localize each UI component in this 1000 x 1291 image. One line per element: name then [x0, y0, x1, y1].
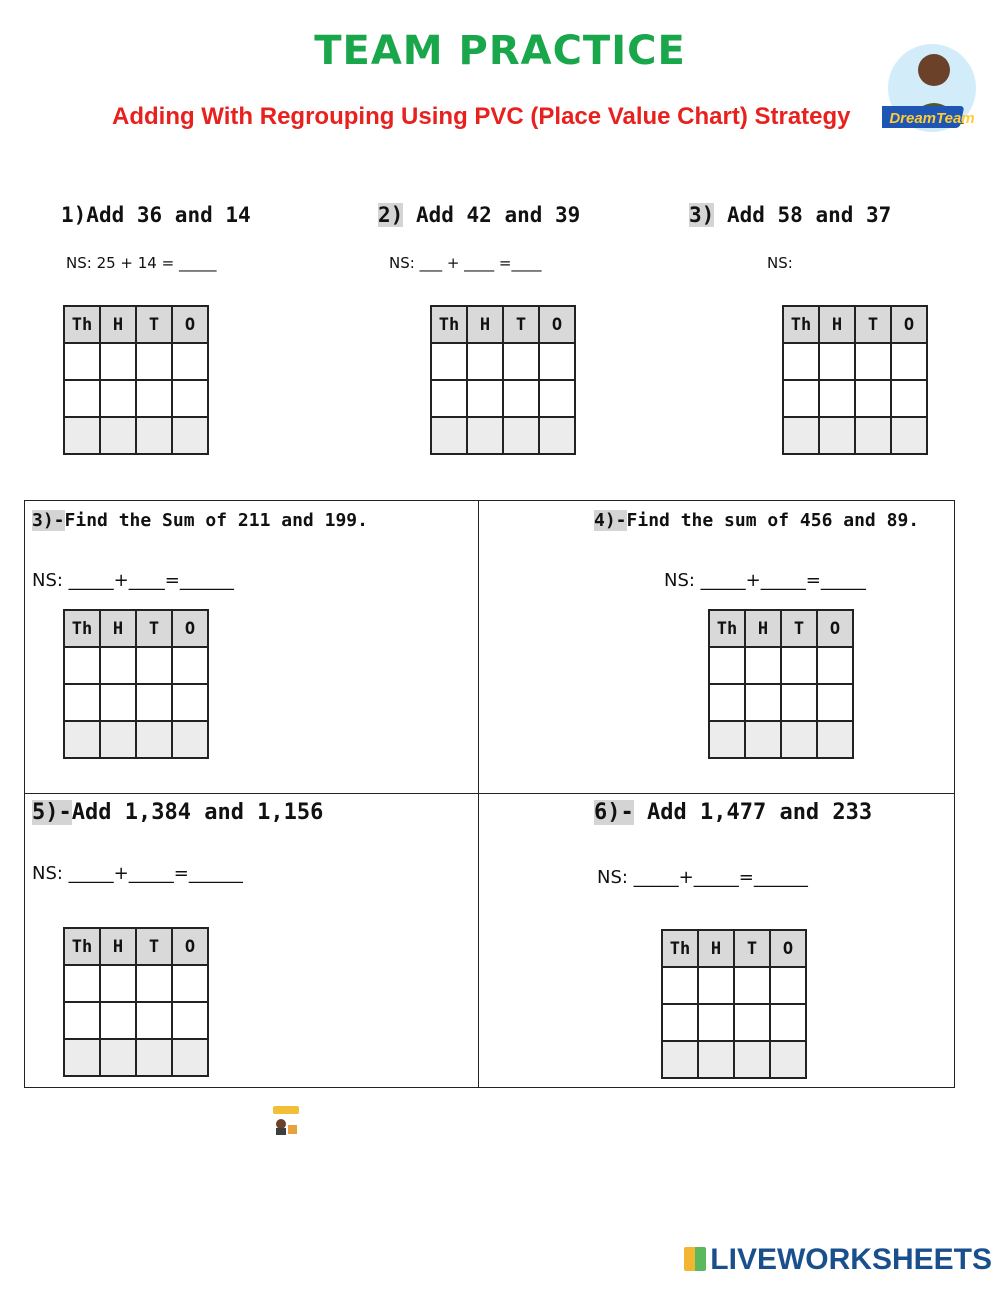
pvc-row: [431, 343, 575, 380]
pvc-answer-cell[interactable]: [172, 1002, 208, 1039]
problem-4-number-sentence[interactable]: NS: _____+____=______: [32, 570, 234, 591]
pvc-header-cell: H: [745, 610, 781, 647]
pvc-answer-cell[interactable]: [819, 380, 855, 417]
place-value-chart: [430, 305, 576, 455]
pvc-answer-cell[interactable]: [662, 1004, 698, 1041]
pvc-header-cell: Th: [783, 306, 819, 343]
pvc-answer-cell[interactable]: [891, 343, 927, 380]
pvc-answer-cell[interactable]: [431, 417, 467, 454]
problem-6-heading: [32, 800, 323, 825]
pvc-header-cell: O: [172, 610, 208, 647]
pvc-answer-cell[interactable]: [734, 1041, 770, 1078]
pvc-answer-cell[interactable]: [64, 417, 100, 454]
pvc-answer-cell[interactable]: [709, 721, 745, 758]
problem-7-number-sentence[interactable]: NS: _____+_____=______: [597, 867, 808, 888]
pvc-header-row: [709, 610, 853, 647]
pvc-answer-cell[interactable]: [64, 965, 100, 1002]
pvc-header-cell: Th: [431, 306, 467, 343]
pvc-answer-cell[interactable]: [64, 684, 100, 721]
place-value-chart: [63, 609, 209, 759]
pvc-header-cell: O: [172, 928, 208, 965]
pvc-header-cell: T: [734, 930, 770, 967]
pvc-answer-cell[interactable]: [698, 1041, 734, 1078]
pvc-header-cell: O: [770, 930, 806, 967]
pvc-answer-cell[interactable]: [539, 417, 575, 454]
pvc-answer-cell[interactable]: [136, 1002, 172, 1039]
page-subtitle: Adding With Regrouping Using PVC (Place Value Chart) Strategy: [112, 103, 851, 130]
pvc-answer-cell[interactable]: [100, 1039, 136, 1076]
pvc-header-cell: Th: [662, 930, 698, 967]
pvc-header-cell: H: [100, 610, 136, 647]
pvc-answer-cell[interactable]: [64, 647, 100, 684]
pvc-header-cell: H: [100, 928, 136, 965]
pvc-answer-cell[interactable]: [855, 380, 891, 417]
pvc-row: [64, 1039, 208, 1076]
problem-6-number-sentence[interactable]: NS: _____+_____=______: [32, 863, 243, 884]
pvc-row: [64, 417, 208, 454]
problem-number: 6)-: [594, 800, 634, 825]
brand-text: LIVEWORKSHEETS: [710, 1243, 992, 1276]
pvc-header-cell: Th: [64, 610, 100, 647]
pvc-answer-cell[interactable]: [172, 1039, 208, 1076]
pvc-answer-cell[interactable]: [64, 1039, 100, 1076]
problem-3-number-sentence[interactable]: NS:: [767, 254, 793, 272]
problem-number: 1): [61, 203, 87, 227]
dreamteam-logo: [882, 42, 982, 138]
pvc-row: [662, 1004, 806, 1041]
pvc-header-cell: H: [698, 930, 734, 967]
pvc-header-cell: O: [539, 306, 575, 343]
pvc-header-row: [431, 306, 575, 343]
pvc-answer-cell[interactable]: [698, 1004, 734, 1041]
pvc-answer-cell[interactable]: [781, 647, 817, 684]
place-value-chart: [782, 305, 928, 455]
pvc-answer-cell[interactable]: [64, 380, 100, 417]
place-value-chart: [661, 929, 807, 1079]
pvc-row: [783, 343, 927, 380]
pvc-answer-cell[interactable]: [172, 417, 208, 454]
place-value-chart: [708, 609, 854, 759]
pvc-answer-cell[interactable]: [891, 417, 927, 454]
pvc-header-cell: H: [467, 306, 503, 343]
pvc-answer-cell[interactable]: [819, 417, 855, 454]
pvc-answer-cell[interactable]: [819, 343, 855, 380]
problem-7-heading: [594, 800, 872, 825]
pvc-answer-cell[interactable]: [783, 380, 819, 417]
problem-text: Find the sum of 456 and 89.: [626, 510, 920, 531]
pvc-row: [709, 647, 853, 684]
pvc-answer-cell[interactable]: [64, 721, 100, 758]
pvc-answer-cell[interactable]: [100, 1002, 136, 1039]
pvc-row: [64, 1002, 208, 1039]
problem-4-heading: [32, 510, 368, 531]
problem-text: Find the Sum of 211 and 199.: [64, 510, 368, 531]
pvc-answer-cell[interactable]: [136, 343, 172, 380]
problem-2-number-sentence[interactable]: NS: ___ + ____ =____: [389, 254, 542, 272]
problem-number: 5)-: [32, 800, 72, 825]
pvc-answer-cell[interactable]: [172, 343, 208, 380]
pvc-answer-cell[interactable]: [136, 417, 172, 454]
pvc-row: [64, 647, 208, 684]
pvc-answer-cell[interactable]: [64, 1002, 100, 1039]
pvc-header-cell: Th: [64, 306, 100, 343]
pvc-answer-cell[interactable]: [100, 721, 136, 758]
pvc-answer-cell[interactable]: [172, 684, 208, 721]
pvc-answer-cell[interactable]: [770, 1041, 806, 1078]
pvc-answer-cell[interactable]: [100, 684, 136, 721]
pvc-answer-cell[interactable]: [745, 647, 781, 684]
pvc-answer-cell[interactable]: [172, 647, 208, 684]
pvc-header-cell: Th: [709, 610, 745, 647]
pvc-row: [431, 417, 575, 454]
pvc-header-row: [64, 610, 208, 647]
pvc-answer-cell[interactable]: [662, 1041, 698, 1078]
pvc-answer-cell[interactable]: [503, 417, 539, 454]
pvc-header-row: [783, 306, 927, 343]
problem-5-heading: [594, 510, 919, 531]
problem-number: 4)-: [594, 510, 627, 531]
pvc-header-row: [64, 928, 208, 965]
problem-2-heading: [378, 203, 580, 227]
pvc-header-cell: T: [136, 928, 172, 965]
pvc-answer-cell[interactable]: [431, 343, 467, 380]
pvc-answer-cell[interactable]: [431, 380, 467, 417]
problem-3-heading: [689, 203, 891, 227]
pvc-answer-cell[interactable]: [783, 343, 819, 380]
problem-1-number-sentence[interactable]: NS: 25 + 14 = _____: [66, 254, 217, 272]
pvc-answer-cell[interactable]: [770, 1004, 806, 1041]
pvc-row: [709, 684, 853, 721]
pvc-answer-cell[interactable]: [770, 967, 806, 1004]
problem-5-number-sentence[interactable]: NS: _____+_____=_____: [664, 570, 866, 591]
pvc-answer-cell[interactable]: [136, 721, 172, 758]
pvc-answer-cell[interactable]: [539, 380, 575, 417]
problem-number: 3)-: [32, 510, 65, 531]
pvc-answer-cell[interactable]: [817, 647, 853, 684]
pvc-answer-cell[interactable]: [662, 967, 698, 1004]
pvc-answer-cell[interactable]: [698, 967, 734, 1004]
pvc-answer-cell[interactable]: [503, 343, 539, 380]
pvc-answer-cell[interactable]: [817, 721, 853, 758]
pvc-row: [783, 380, 927, 417]
pvc-answer-cell[interactable]: [734, 1004, 770, 1041]
pvc-row: [64, 380, 208, 417]
pvc-answer-cell[interactable]: [709, 647, 745, 684]
problem-text: Add 36 and 14: [86, 203, 251, 227]
pvc-row: [64, 721, 208, 758]
problem-text: Add 1,384 and 1,156: [71, 800, 324, 825]
pvc-header-cell: O: [891, 306, 927, 343]
pvc-header-row: [662, 930, 806, 967]
problem-text: Add 1,477 and 233: [633, 800, 873, 825]
pvc-header-cell: O: [172, 306, 208, 343]
pvc-answer-cell[interactable]: [781, 721, 817, 758]
pvc-answer-cell[interactable]: [467, 417, 503, 454]
page-title: TEAM PRACTICE: [314, 28, 686, 74]
pvc-header-cell: T: [136, 306, 172, 343]
pvc-header-row: [64, 306, 208, 343]
pvc-answer-cell[interactable]: [467, 380, 503, 417]
pvc-header-cell: T: [136, 610, 172, 647]
problem-number: 2): [378, 203, 404, 227]
pvc-answer-cell[interactable]: [136, 380, 172, 417]
pvc-header-cell: H: [100, 306, 136, 343]
pvc-answer-cell[interactable]: [136, 965, 172, 1002]
problem-1-heading: [61, 203, 251, 227]
problem-text: Add 58 and 37: [726, 203, 892, 227]
pvc-answer-cell[interactable]: [745, 721, 781, 758]
pvc-answer-cell[interactable]: [745, 684, 781, 721]
pvc-answer-cell[interactable]: [136, 684, 172, 721]
pvc-answer-cell[interactable]: [64, 343, 100, 380]
pvc-answer-cell[interactable]: [100, 965, 136, 1002]
pvc-answer-cell[interactable]: [781, 684, 817, 721]
pvc-answer-cell[interactable]: [783, 417, 819, 454]
pvc-header-cell: T: [503, 306, 539, 343]
pvc-answer-cell[interactable]: [100, 647, 136, 684]
pvc-row: [64, 684, 208, 721]
pvc-answer-cell[interactable]: [172, 380, 208, 417]
pvc-answer-cell[interactable]: [136, 647, 172, 684]
pvc-row: [662, 1041, 806, 1078]
pvc-answer-cell[interactable]: [100, 343, 136, 380]
pvc-answer-cell[interactable]: [172, 965, 208, 1002]
dreamteam-logo-text: DreamTeam: [889, 110, 975, 127]
pvc-answer-cell[interactable]: [539, 343, 575, 380]
pvc-answer-cell[interactable]: [709, 684, 745, 721]
pvc-answer-cell[interactable]: [172, 721, 208, 758]
pvc-answer-cell[interactable]: [891, 380, 927, 417]
pvc-answer-cell[interactable]: [734, 967, 770, 1004]
pvc-row: [709, 721, 853, 758]
pvc-row: [431, 380, 575, 417]
pvc-answer-cell[interactable]: [467, 343, 503, 380]
pvc-answer-cell[interactable]: [817, 684, 853, 721]
pvc-header-cell: O: [817, 610, 853, 647]
place-value-chart: [63, 927, 209, 1077]
pvc-row: [64, 965, 208, 1002]
pvc-header-cell: T: [855, 306, 891, 343]
pvc-answer-cell[interactable]: [136, 1039, 172, 1076]
liveworksheets-icon: [684, 1247, 706, 1271]
pvc-answer-cell[interactable]: [100, 380, 136, 417]
pvc-row: [783, 417, 927, 454]
liveworksheets-logo[interactable]: [684, 1243, 992, 1277]
place-value-chart: [63, 305, 209, 455]
pvc-answer-cell[interactable]: [503, 380, 539, 417]
pvc-header-cell: H: [819, 306, 855, 343]
pvc-answer-cell[interactable]: [855, 343, 891, 380]
problem-text: Add 42 and 39: [415, 203, 581, 227]
pvc-row: [662, 967, 806, 1004]
pvc-answer-cell[interactable]: [855, 417, 891, 454]
pvc-answer-cell[interactable]: [100, 417, 136, 454]
sticker-icon: [271, 1104, 301, 1136]
problem-number: 3): [689, 203, 715, 227]
pvc-header-cell: Th: [64, 928, 100, 965]
pvc-row: [64, 343, 208, 380]
pvc-header-cell: T: [781, 610, 817, 647]
